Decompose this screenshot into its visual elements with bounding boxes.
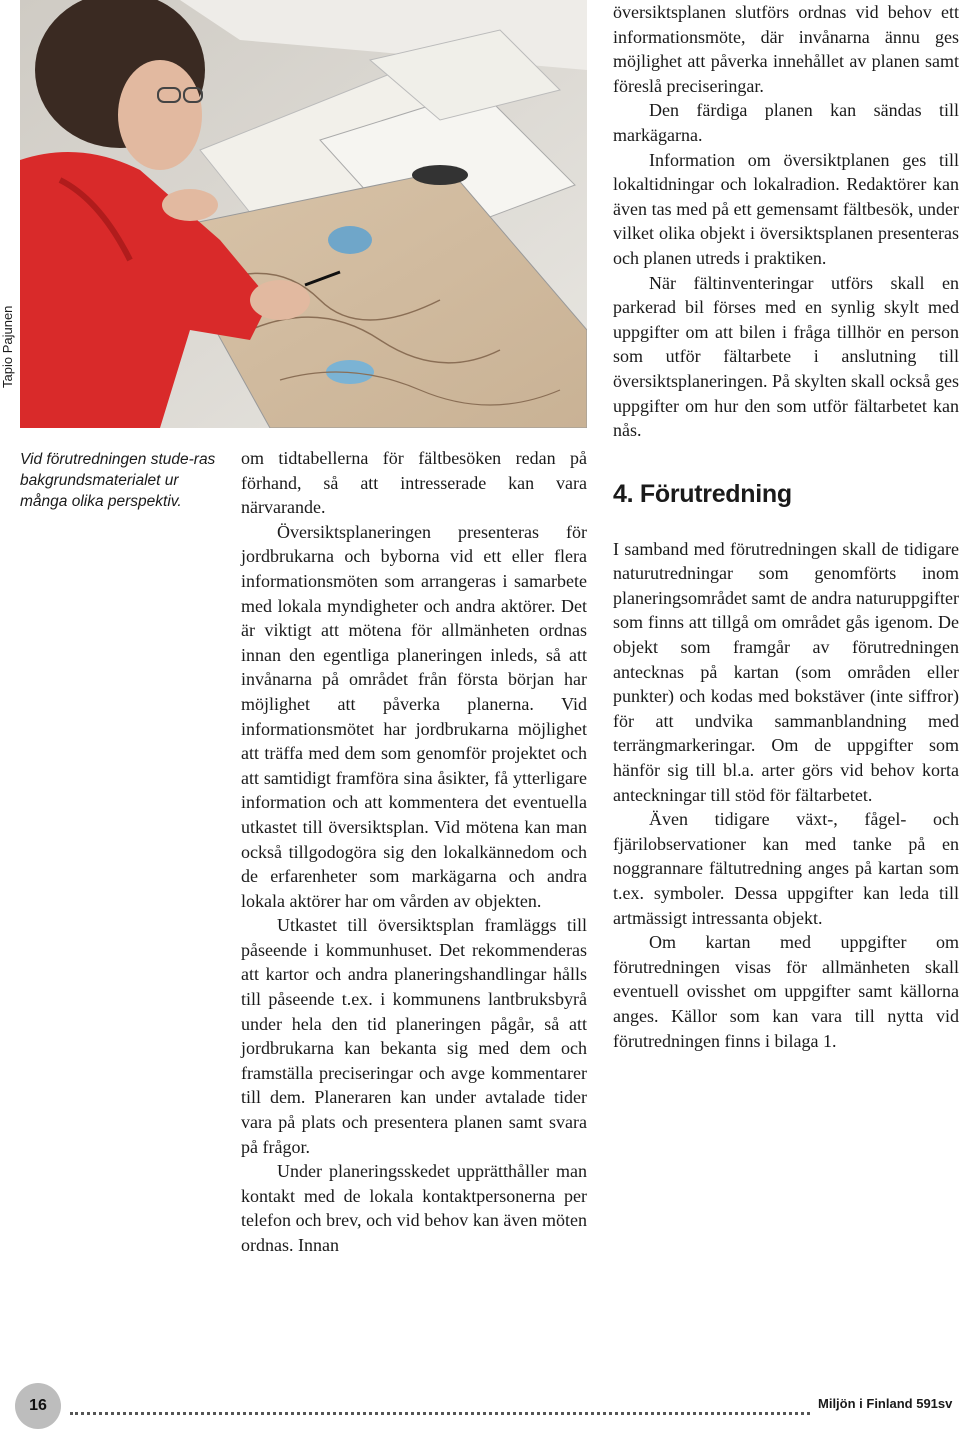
footer-dotted-rule [70, 1400, 810, 1415]
right-text-column [613, 0, 959, 1053]
paragraph: översiktsplanen slutförs ordnas vid behov ett informationsmöte, där invånarna ännu ges möjlighet att påverka innehållet av planen samt föreslå preciseringar. [613, 2, 959, 96]
photo-illustration [20, 0, 587, 428]
middle-text-column [241, 446, 587, 1258]
paragraph: om tidtabellerna för fältbesöken redan på förhand, så att intresserade kan vara närvarande. [241, 448, 587, 518]
paragraph: Översiktsplaneringen presenteras för jordbrukarna och byborna vid ett eller flera informationsmöten som arrangeras i samarbete med lokala myndigheter och andra aktörer. Det är viktigt att mötena för allmänheten ordnas innan den egentliga planeringen inleds, så att invånarna på området från första början har möjlighet att påverka planerna. Vid informationsmötet har jordbrukarna möjlighet att träffa med dem som genomför projektet och att samtidigt framföra sina åsikter, få ytterligare information och att kommentera det eventuella utkastet till översiktsplan. Vid mötena kan man också tillgodogöra sig den lokalkännedom och de erfarenheter som markägarna och andra lokala aktörer har om vården av objekten. [241, 521, 587, 911]
paragraph: Information om översiktplanen ges till lokaltidningar och lokalradion. Redaktörer kan även tas med på ett gemensamt fältbesök, under vilket olika objekt i översiktsplanen presenteras och planen utreds i praktiken. [613, 149, 959, 268]
paragraph: När fältinventeringar utförs skall en parkerad bil förses med en synlig skylt med uppgifter om att bilen i fråga tillhör en person som utför fältarbete i anslutning till översiktsplaneringen. På skylten skall också ges uppgifter om hur den som utför fältarbetet kan nås. [613, 272, 959, 441]
paragraph: Den färdiga planen kan sändas till markägarna. [613, 100, 959, 145]
page-number-badge: 16 [15, 1383, 61, 1429]
photo-woman-studying-maps [20, 0, 587, 428]
paragraph: Även tidigare växt-, fågel- och fjärilobservationer kan med tanke på en noggrannare fältutredning anges på kartan som t.ex. symboler. Dessa uppgifter kan leda till artmässigt intressanta objekt. [613, 809, 959, 928]
section-heading: 4. Förutredning [613, 479, 792, 508]
photo-credit: Tapio Pajunen [0, 305, 15, 389]
publication-title: Miljön i Finland 591sv [818, 1396, 953, 1411]
paragraph: Om kartan med uppgifter om förutredningen visas för allmänheten skall eventuell ovisshet om uppgifter samt källorna anges. Källor som kan vara till nytta vid förutredningen finns i bilaga 1. [613, 932, 959, 1051]
paragraph: Under planeringsskedet upprätthåller man kontakt med de lokala kontaktpersonerna per telefon och brev, och vid behov kan även möten ordnas. Innan [241, 1161, 587, 1255]
photo-caption: Vid förutredningen stude-ras bakgrundsmaterialet ur många olika perspektiv. [20, 451, 216, 510]
paragraph: Utkastet till översiktsplan framläggs till påseende i kommunhuset. Det rekommenderas att kartor och andra planeringshandlingar hålls till påseende t.ex. i kommunens lantbruksbyrå under hela den tid planeringen pågår, så att jordbrukarna kan bekanta sig med dem och framställa preciseringar och avge kommentarer till dem. Planeraren kan under avtalade tider vara på plats och presentera planen samt svara på frågor. [241, 915, 587, 1157]
paragraph: I samband med förutredningen skall de tidigare naturutredningar som genomförts inom planeringsområdet samt de andra naturuppgifter som finns att tillgå om området gås igenom. De objekt som framgår av förutredningen antecknas på kartan (som områden eller punkter) och kodas med bokstäver (inte siffror) för att undvika sammanblandning med terrängmarkeringar. Om de uppgifter som hänför sig till bl.a. arter görs vid behov korta anteckningar till stöd för fältarbetet. [613, 538, 959, 805]
